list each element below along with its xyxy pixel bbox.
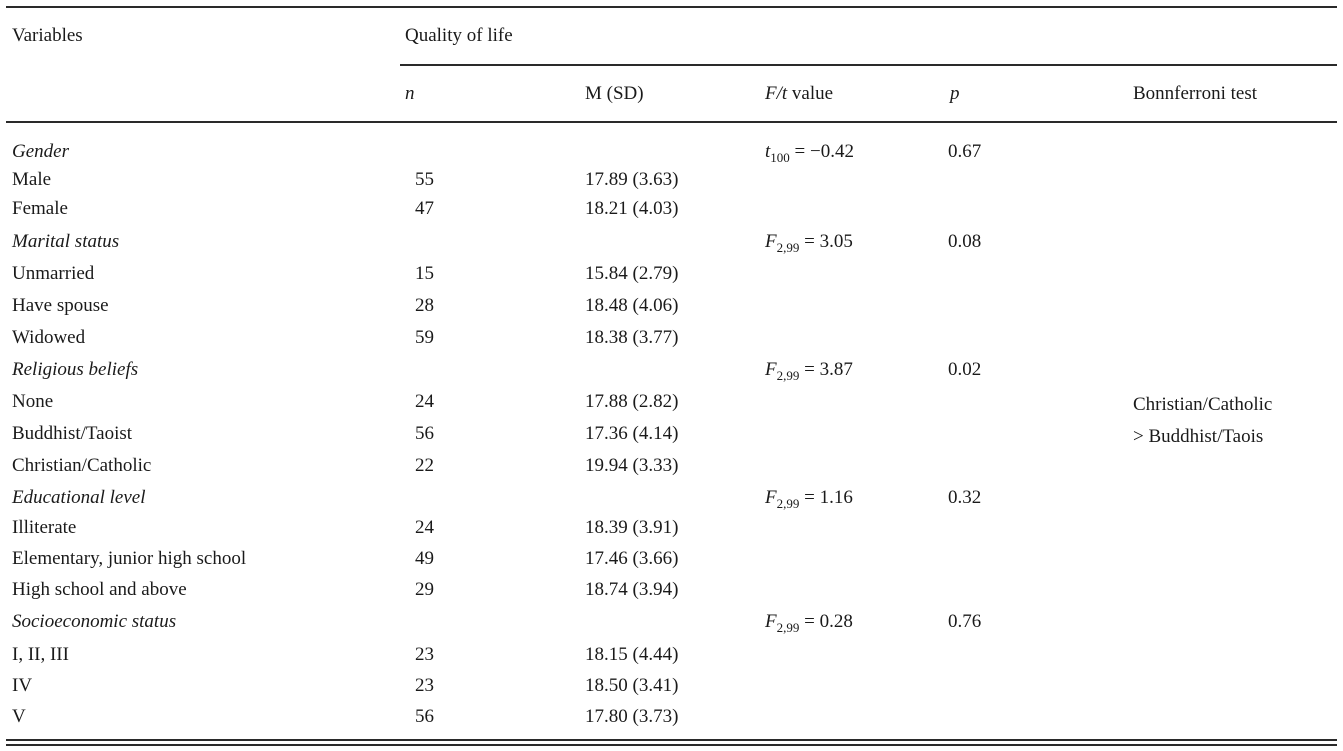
row-mean-sd: 17.36 (4.14) — [585, 423, 679, 444]
row-label: IV — [12, 675, 33, 696]
stat-subscript: 2,99 — [776, 367, 800, 383]
bottom-rule — [6, 739, 1337, 741]
group-label: Religious beliefs — [12, 359, 139, 380]
row-label: V — [12, 706, 26, 727]
header-bonferroni: Bonnferroni test — [1133, 83, 1258, 104]
group-label: Socioeconomic status — [12, 611, 177, 632]
row-label: High school and above — [12, 579, 187, 600]
header-f-t-rest: value — [787, 83, 834, 104]
stat-subscript: 2,99 — [776, 239, 800, 255]
row-n: 47 — [415, 198, 434, 219]
row-n: 59 — [415, 327, 434, 348]
group-label: Educational level — [12, 487, 146, 508]
spanner-rule — [400, 64, 1337, 66]
group-label: Marital status — [12, 231, 120, 252]
bonferroni-result-line-1: Christian/Catholic — [1133, 394, 1273, 415]
row-mean-sd: 17.89 (3.63) — [585, 169, 679, 190]
stat-value: = 3.87 — [799, 359, 853, 380]
test-statistic — [765, 610, 853, 634]
stat-letter: F — [765, 611, 777, 632]
header-n: n — [405, 83, 415, 104]
row-mean-sd: 18.21 (4.03) — [585, 198, 679, 219]
test-statistic — [765, 358, 853, 382]
row-n: 24 — [415, 517, 434, 538]
row-mean-sd: 15.84 (2.79) — [585, 263, 679, 284]
test-statistic — [765, 140, 854, 164]
row-n: 56 — [415, 423, 434, 444]
stat-value: = −0.42 — [789, 141, 854, 162]
row-mean-sd: 19.94 (3.33) — [585, 455, 679, 476]
row-label: Have spouse — [12, 295, 109, 316]
p-value: 0.67 — [948, 141, 982, 162]
row-label: Unmarried — [12, 263, 95, 284]
row-mean-sd: 18.38 (3.77) — [585, 327, 679, 348]
test-statistic — [765, 230, 853, 254]
stat-subscript: 2,99 — [776, 495, 800, 511]
bottom-rule-double — [6, 744, 1337, 746]
group-label: Gender — [12, 141, 69, 162]
row-n: 23 — [415, 644, 434, 665]
stat-value: = 1.16 — [799, 487, 853, 508]
stat-letter: t — [765, 141, 771, 162]
row-mean-sd: 18.50 (3.41) — [585, 675, 679, 696]
p-value: 0.08 — [948, 231, 982, 252]
row-label: Female — [12, 198, 68, 219]
header-f-t-value — [765, 82, 833, 106]
p-value: 0.02 — [948, 359, 982, 380]
row-n: 22 — [415, 455, 434, 476]
header-variables: Variables — [12, 25, 83, 46]
row-n: 56 — [415, 706, 434, 727]
row-n: 23 — [415, 675, 434, 696]
header-p: p — [950, 83, 960, 104]
row-mean-sd: 18.39 (3.91) — [585, 517, 679, 538]
header-rule — [6, 121, 1337, 123]
stat-subscript: 2,99 — [776, 619, 800, 635]
row-mean-sd: 18.15 (4.44) — [585, 644, 679, 665]
header-quality-of-life: Quality of life — [405, 25, 513, 46]
row-label: I, II, III — [12, 644, 69, 665]
top-rule — [6, 6, 1337, 8]
p-value: 0.76 — [948, 611, 982, 632]
stat-letter: F — [765, 359, 777, 380]
row-n: 28 — [415, 295, 434, 316]
row-label: Widowed — [12, 327, 86, 348]
stat-value: = 0.28 — [799, 611, 853, 632]
stat-subscript: 100 — [770, 149, 790, 165]
row-mean-sd: 17.88 (2.82) — [585, 391, 679, 412]
row-label: Elementary, junior high school — [12, 548, 247, 569]
row-label: Illiterate — [12, 517, 77, 538]
row-label: Christian/Catholic — [12, 455, 152, 476]
row-mean-sd: 18.48 (4.06) — [585, 295, 679, 316]
row-label: Buddhist/Taoist — [12, 423, 133, 444]
row-label: Male — [12, 169, 52, 190]
row-mean-sd: 18.74 (3.94) — [585, 579, 679, 600]
stat-letter: F — [765, 487, 777, 508]
bonferroni-result-line-2: > Buddhist/Taois — [1133, 426, 1264, 447]
row-mean-sd: 17.46 (3.66) — [585, 548, 679, 569]
row-n: 55 — [415, 169, 434, 190]
row-n: 29 — [415, 579, 434, 600]
row-n: 49 — [415, 548, 434, 569]
stat-letter: F — [765, 231, 777, 252]
header-m-sd: M (SD) — [585, 83, 644, 104]
p-value: 0.32 — [948, 487, 982, 508]
header-f-t-letter: F/t — [765, 83, 788, 104]
row-n: 24 — [415, 391, 434, 412]
row-label: None — [12, 391, 54, 412]
row-mean-sd: 17.80 (3.73) — [585, 706, 679, 727]
row-n: 15 — [415, 263, 434, 284]
test-statistic — [765, 486, 853, 510]
stat-value: = 3.05 — [799, 231, 853, 252]
